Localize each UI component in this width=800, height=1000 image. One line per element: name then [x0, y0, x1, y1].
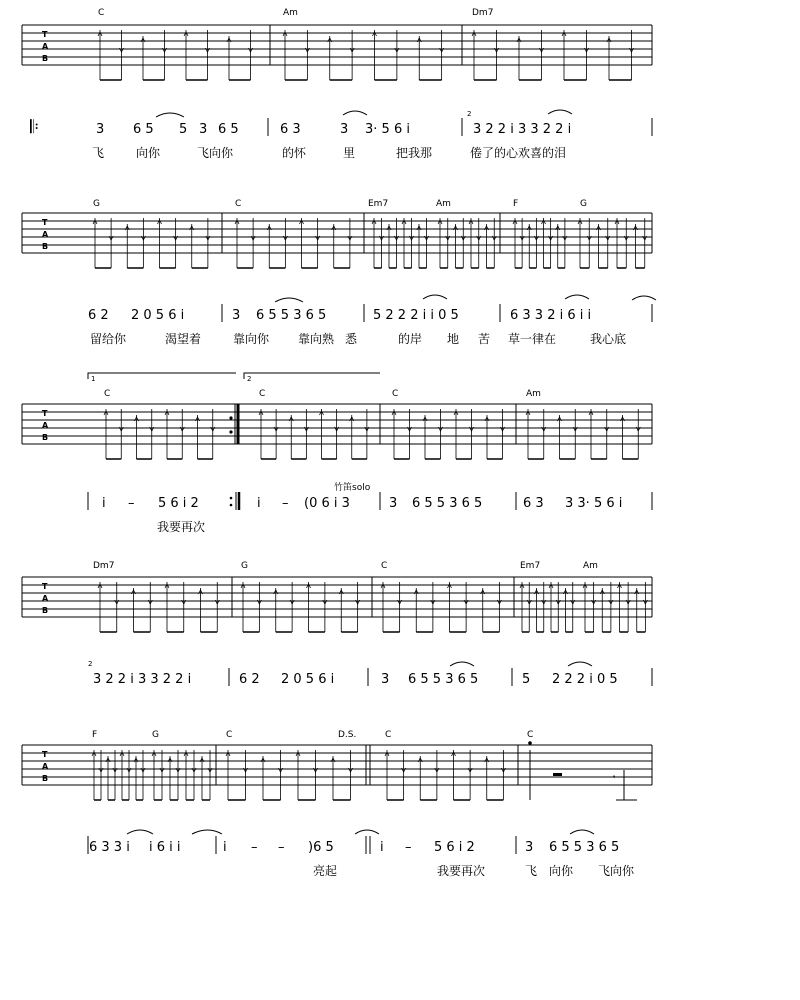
- jianpu-note: 3 2 2 i 3 3 2 2 i: [473, 122, 572, 137]
- jianpu-note: 5: [522, 672, 531, 687]
- lyric: 亮起: [313, 864, 338, 878]
- jianpu-note: 3: [232, 308, 241, 323]
- chord-label: C: [385, 730, 392, 740]
- chord-label: C: [381, 561, 388, 571]
- repeat-dot: [229, 430, 232, 433]
- slur: [632, 296, 656, 300]
- tab-letter-b: B: [42, 54, 49, 63]
- lyric: 的岸: [398, 332, 423, 346]
- chord-label: Dm7: [472, 8, 494, 18]
- jianpu-note: i 6 i i: [149, 840, 181, 855]
- chord-label: C: [392, 389, 399, 399]
- jianpu-note: 3· 5 6 i: [365, 122, 410, 137]
- chord-label: C: [226, 730, 233, 740]
- jianpu-note: 5: [179, 122, 188, 137]
- system-3: [22, 373, 652, 534]
- system-1: [22, 8, 652, 160]
- chord-label: C: [98, 8, 105, 18]
- jianpu-note: 3: [199, 122, 208, 137]
- jianpu-note: i: [223, 840, 227, 855]
- jianpu-note: 5 6 i 2: [434, 840, 475, 855]
- tab-letter-t: T: [42, 750, 48, 759]
- system-4: [22, 561, 652, 687]
- jianpu-note: i: [102, 496, 106, 511]
- jianpu-note: 3: [96, 122, 105, 137]
- repeat-start-sign: 𝄆: [30, 117, 39, 138]
- lyric: 悉: [345, 332, 358, 346]
- slur: [423, 295, 447, 299]
- jianpu-note: 6 5: [133, 122, 154, 137]
- grace-note: 2: [467, 110, 472, 118]
- jianpu-note: –: [251, 840, 258, 855]
- lyric: 留给你: [90, 332, 127, 346]
- jianpu-note: i: [380, 840, 384, 855]
- tab-staff: [22, 25, 652, 65]
- lyric: 向你: [136, 146, 161, 160]
- jianpu-note: 6 5 5 3 6 5: [412, 496, 483, 511]
- tab-letter-b: B: [42, 242, 49, 251]
- chord-label: C: [104, 389, 111, 399]
- jianpu-note: 3: [381, 672, 390, 687]
- jianpu-note: (0 6 i 3: [304, 496, 350, 511]
- tab-letter-a: A: [42, 762, 49, 771]
- jianpu-note: 5 6 i 2: [158, 496, 199, 511]
- jianpu-note: 6 3 3 2 i 6 i i: [510, 308, 592, 323]
- dal-segno-mark: D.S.: [338, 730, 357, 740]
- slur: [355, 830, 379, 834]
- jianpu-note: –: [128, 496, 135, 511]
- jianpu-note: 3: [525, 840, 534, 855]
- strum-pattern: [98, 582, 647, 632]
- strum-pattern: [93, 218, 647, 268]
- tab-letter-b: B: [42, 774, 49, 783]
- strum-pattern: [104, 409, 640, 459]
- chord-label: Em7: [520, 561, 541, 571]
- tab-letter-t: T: [42, 582, 48, 591]
- lyric: 地: [447, 332, 460, 346]
- jianpu-note: 6 2: [239, 672, 260, 687]
- chord-label: G: [580, 199, 587, 209]
- lyric: 我心底: [590, 332, 627, 346]
- tab-letter-t: T: [42, 30, 48, 39]
- chord-label: C: [527, 730, 534, 740]
- lyric: 里: [343, 146, 356, 160]
- lyric: 靠向熟: [298, 332, 335, 346]
- chord-label: F: [92, 730, 98, 740]
- lyric: 我要再次: [157, 520, 206, 534]
- lyric: 苦: [478, 332, 491, 346]
- tab-letter-b: B: [42, 433, 49, 442]
- jianpu-note: 6 2: [88, 308, 109, 323]
- slur: [565, 295, 589, 299]
- jianpu-note: i: [257, 496, 261, 511]
- lyric: 渴望着: [165, 332, 202, 346]
- chord-label: Am: [526, 389, 541, 399]
- jianpu-note: 6 5: [218, 122, 239, 137]
- jianpu-note: 3: [389, 496, 398, 511]
- tab-letter-t: T: [42, 409, 48, 418]
- slur: [548, 110, 572, 114]
- jianpu-note: 2 0 5 6 i: [281, 672, 335, 687]
- lyric: 把我那: [396, 146, 433, 160]
- jianpu-note: 3 2 2 i 3 3 2 2 i: [93, 672, 192, 687]
- repeat-dot: [229, 416, 232, 419]
- volta-2-label: 2: [247, 375, 252, 383]
- slur: [192, 830, 222, 834]
- slur: [275, 298, 303, 302]
- jianpu-note: 5 2 2 2 i i 0 5: [373, 308, 459, 323]
- tab-letter-a: A: [42, 42, 49, 51]
- chord-label: Am: [583, 561, 598, 571]
- strum-pattern: [98, 30, 634, 80]
- chord-label: Am: [283, 8, 298, 18]
- slur: [450, 662, 474, 666]
- jianpu-note: 3 3· 5 6 i: [565, 496, 623, 511]
- tab-letter-a: A: [42, 594, 49, 603]
- chord-label: G: [241, 561, 248, 571]
- tab-letter-a: A: [42, 230, 49, 239]
- slur: [343, 111, 367, 115]
- volta-brackets: [88, 373, 380, 379]
- chord-label: Em7: [368, 199, 389, 209]
- chord-label: G: [152, 730, 159, 740]
- jianpu-note: –: [405, 840, 412, 855]
- jianpu-note: 2 0 5 6 i: [131, 308, 185, 323]
- lyric: 向你: [549, 864, 574, 878]
- chord-label: Dm7: [93, 561, 115, 571]
- jianpu-note: –: [282, 496, 289, 511]
- chord-label: Am: [436, 199, 451, 209]
- tab-letter-t: T: [42, 218, 48, 227]
- chord-label: C: [235, 199, 242, 209]
- jianpu-note: 6 5 5 3 6 5: [256, 308, 327, 323]
- final-measure-marks: [529, 742, 637, 800]
- chord-label: G: [93, 199, 100, 209]
- jianpu-note: 3: [340, 122, 349, 137]
- system-5: [22, 730, 652, 878]
- jianpu-note: –: [278, 840, 285, 855]
- slur: [156, 113, 184, 117]
- solo-annotation: 竹笛solo: [334, 483, 371, 493]
- volta-1-label: 1: [91, 375, 96, 383]
- lyric: 飞向你: [197, 146, 234, 160]
- jianpu-note: 2 2 2 i 0 5: [552, 672, 618, 687]
- chord-label: F: [513, 199, 519, 209]
- system-2: [22, 199, 656, 346]
- lyric: 倦了的心欢喜的泪: [470, 146, 567, 160]
- lyric: 我要再次: [437, 864, 486, 878]
- lyric: 的怀: [282, 146, 307, 160]
- tab-letter-b: B: [42, 606, 49, 615]
- grace-note: 2: [88, 660, 93, 668]
- jianpu-note: 6 3 3 i: [89, 840, 130, 855]
- slur: [570, 830, 594, 834]
- repeat-dot: [230, 504, 233, 507]
- lyric: 飞: [525, 864, 538, 878]
- lyric: 靠向你: [233, 332, 270, 346]
- slur: [127, 830, 153, 834]
- tab-staff: [22, 745, 652, 785]
- jianpu-note: 6 5 5 3 6 5: [408, 672, 479, 687]
- rest-mark: 𝄾: [613, 773, 616, 783]
- chord-label: C: [259, 389, 266, 399]
- slur: [568, 662, 592, 666]
- strum-pattern: [92, 750, 505, 800]
- lyric: 飞向你: [598, 864, 635, 878]
- jianpu-note: 6 3: [523, 496, 544, 511]
- jianpu-note: 6 3: [280, 122, 301, 137]
- repeat-dot: [230, 497, 233, 500]
- lyric: 飞: [92, 146, 105, 160]
- jianpu-note: 6 5 5 3 6 5: [549, 840, 620, 855]
- jianpu-note: )6 5: [308, 840, 334, 855]
- lyric: 草一律在: [508, 332, 557, 346]
- tab-letter-a: A: [42, 421, 49, 430]
